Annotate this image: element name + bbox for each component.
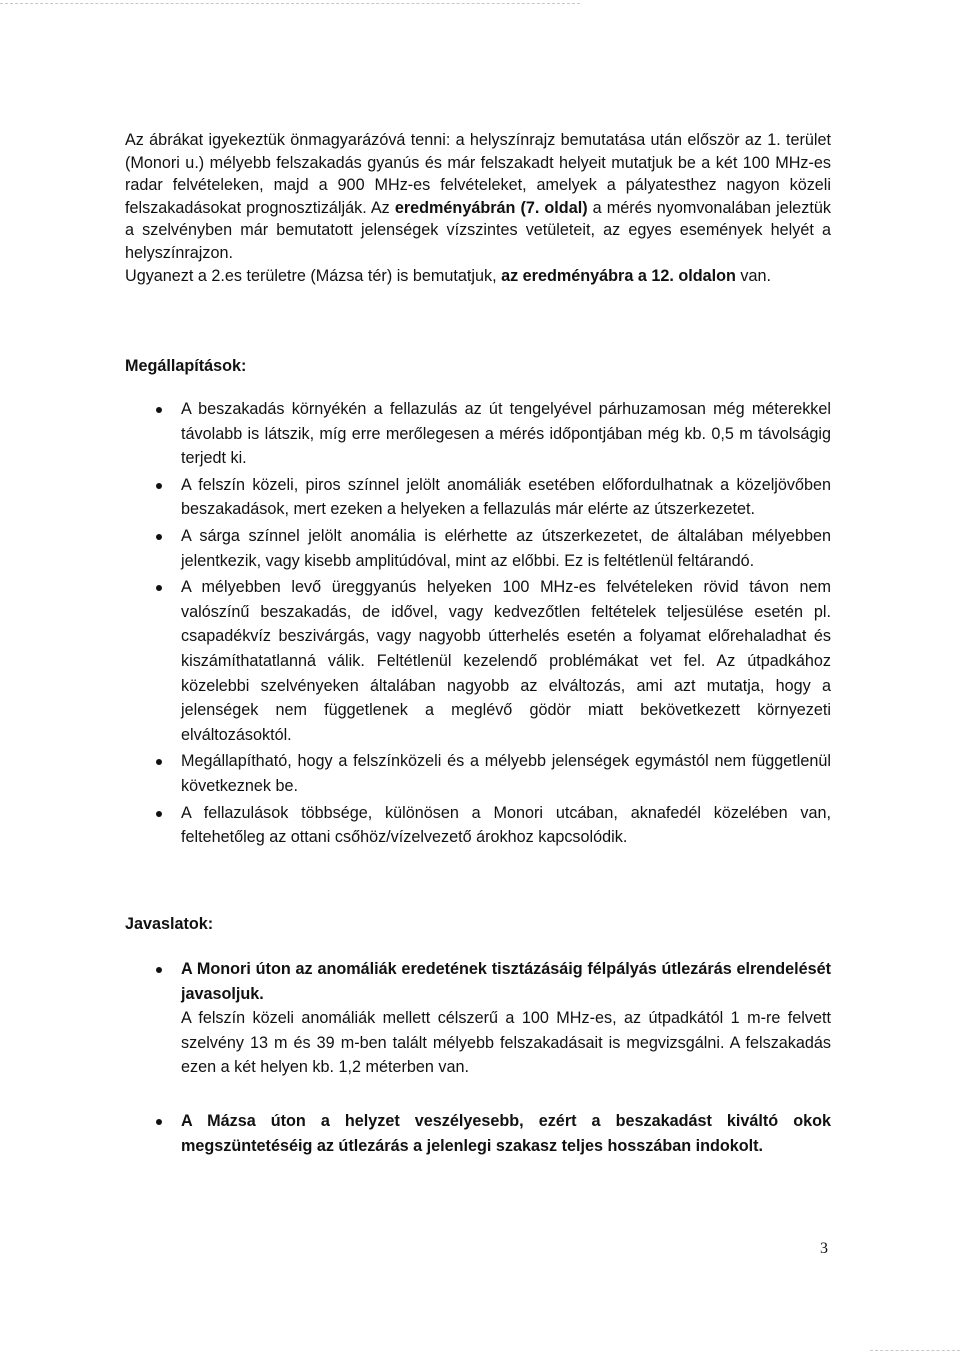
intro-bold-reference: eredményábrán (7. oldal) (394, 198, 588, 217)
recommendation-bold: A Mázsa úton a helyzet veszélyesebb, ezért a beszakadást kiváltó okok megszüntetéséig az útlezárás a jelenlegi szakasz teljes hosszában indokolt. (181, 1111, 831, 1155)
finding-item: A mélyebben levő üreggyanús helyeken 100 MHz-es felvételeken rövid távon nem valószínű beszakadás, de idővel, vagy kedvezőtlen feltételek teljesülése esetén pl. csapadékvíz beszivárgás, vagy nagyobb útterhelés esetén a folyamat előrehaladhat és kiszámíthatatlanná válik. Feltétlenül kezelendő problémákat vet fel. Az útpadkához közelebbi szelvényeken általában nagyobb az elváltozás, ami azt mutatja, hogy a jelenségek nem függetlenek a meglévő gödör miatt bekövetkezett környezeti elváltozásoktól. (0, 575, 831, 747)
recommendation-text: A felszín közeli anomáliák mellett célszerű a 100 MHz-es, az útpadkától 1 m-re felvett szelvény 13 m és 39 m-ben talált mélyebb felszakadásait is megvizsgálni. A felszakadás ezen a két helyen kb. 1,2 méterben van. (181, 1009, 831, 1077)
finding-item: A beszakadás környékén a fellazulás az út tengelyével párhuzamosan még méterekkel távolabb is látszik, míg erre merőlegesen a mérés időpontjában még kb. 0,5 m távolságig terjedt ki. (0, 397, 831, 471)
recommendation-bold: A Monori úton az anomáliák eredetének tisztázásáig félpályás útlezárás elrendelését javasoljuk. (181, 960, 831, 1003)
finding-item: A sárga színnel jelölt anomália is elérhette az útszerkezetet, de általában mélyebben jelentkezik, vagy kisebb amplitúdóval, mint az előbbi. Ez is feltétlenül feltárandó. (0, 524, 831, 573)
findings-heading: Megállapítások: (125, 357, 247, 375)
recommendations-list (0, 957, 831, 1158)
finding-item: Megállapítható, hogy a felszínközeli és a mélyebb jelenségek egymástól nem függetlenül következnek be. (0, 749, 831, 798)
scan-border-bottom (870, 1350, 960, 1351)
findings-list (0, 397, 831, 852)
intro-text-2-cont: van. (735, 266, 772, 285)
page-number: 3 (820, 1240, 828, 1257)
scan-border-top (0, 3, 580, 4)
intro-text-2: Ugyanezt a 2.es területre (Mázsa tér) is bemutatjuk, (125, 266, 502, 285)
finding-item: A felszín közeli, piros színnel jelölt anomáliák esetében előfordulhatnak a közeljövőben beszakadások, mert ezeken a helyeken a fellazulás már elérte az útszerkezetet. (0, 473, 831, 522)
intro-paragraph-1 (125, 129, 831, 265)
intro-text-cont: a mérés nyomvonalában jeleztük a szelvényben már bemutatott jelenségek vízszintes vetületeit, az egyes események helyét a helyszínrajzon. (125, 198, 831, 262)
intro-bold-reference-2: az eredményábra a 12. oldalon (501, 266, 736, 285)
finding-item: A fellazulások többsége, különösen a Monori utcában, aknafedél közelében van, feltehetőleg az ottani csőhöz/vízelvezető árokhoz kapcsolódik. (0, 801, 831, 850)
intro-section (125, 129, 831, 287)
recommendation-item (0, 1109, 831, 1158)
recommendations-heading: Javaslatok: (125, 915, 214, 933)
intro-paragraph-2 (125, 265, 831, 288)
recommendation-item (0, 957, 831, 1080)
intro-text: Az ábrákat igyekeztük önmagyarázóvá tenni: a helyszínrajz bemutatása után először az 1. terület (Monori u.) mélyebb felszakadás gyanús és már felszakadt helyeit mutatjuk be a két 100 MHz-es radar felvételeken, majd a 900 MHz-es felvételeket, amelyek a pályatesthez nagyon közeli felszakadásokat prognosztizálják. Az (125, 131, 831, 217)
